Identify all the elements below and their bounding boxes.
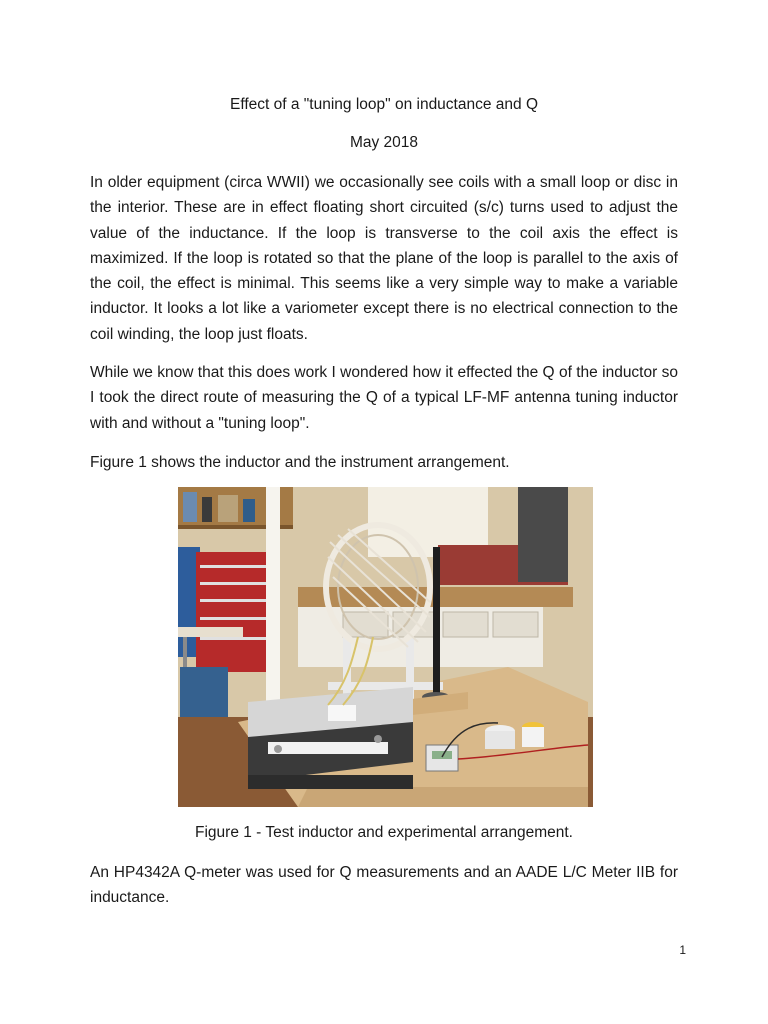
paragraph-instruments: An HP4342A Q-meter was used for Q measurements and an AADE L/C Meter IIB for inductance. bbox=[90, 864, 678, 907]
paragraph-q-question: While we know that this does work I wondered how it effected the Q of the inductor so I took the direct route of measuring the Q of a typical LF-MF antenna tuning inductor with and without a "tuning loop". bbox=[90, 364, 678, 432]
figure-1-caption: Figure 1 - Test inductor and experimental arrangement. bbox=[195, 824, 573, 841]
figure-1-photo bbox=[178, 487, 593, 807]
document-date: May 2018 bbox=[349, 134, 419, 151]
paragraph-figure-reference: Figure 1 shows the inductor and the instrument arrangement. bbox=[90, 454, 510, 471]
paragraph-intro: In older equipment (circa WWII) we occasionally see coils with a small loop or disc in the interior. These are in effect floating short circuited (s/c) turns used to adjust the value of the inductance. If the loop is transverse to the coil axis the effect is maximized. If the loop is rotated so that the plane of the loop is parallel to the axis of the coil, the effect is minimal. This seems like a very simple way to make a variable inductor. It looks a lot like a variometer except there is no electrical connection to the coil winding, the loop just floats. bbox=[90, 174, 678, 343]
page-number: 1 bbox=[679, 943, 686, 957]
document-title: Effect of a "tuning loop" on inductance and Q bbox=[229, 96, 539, 113]
